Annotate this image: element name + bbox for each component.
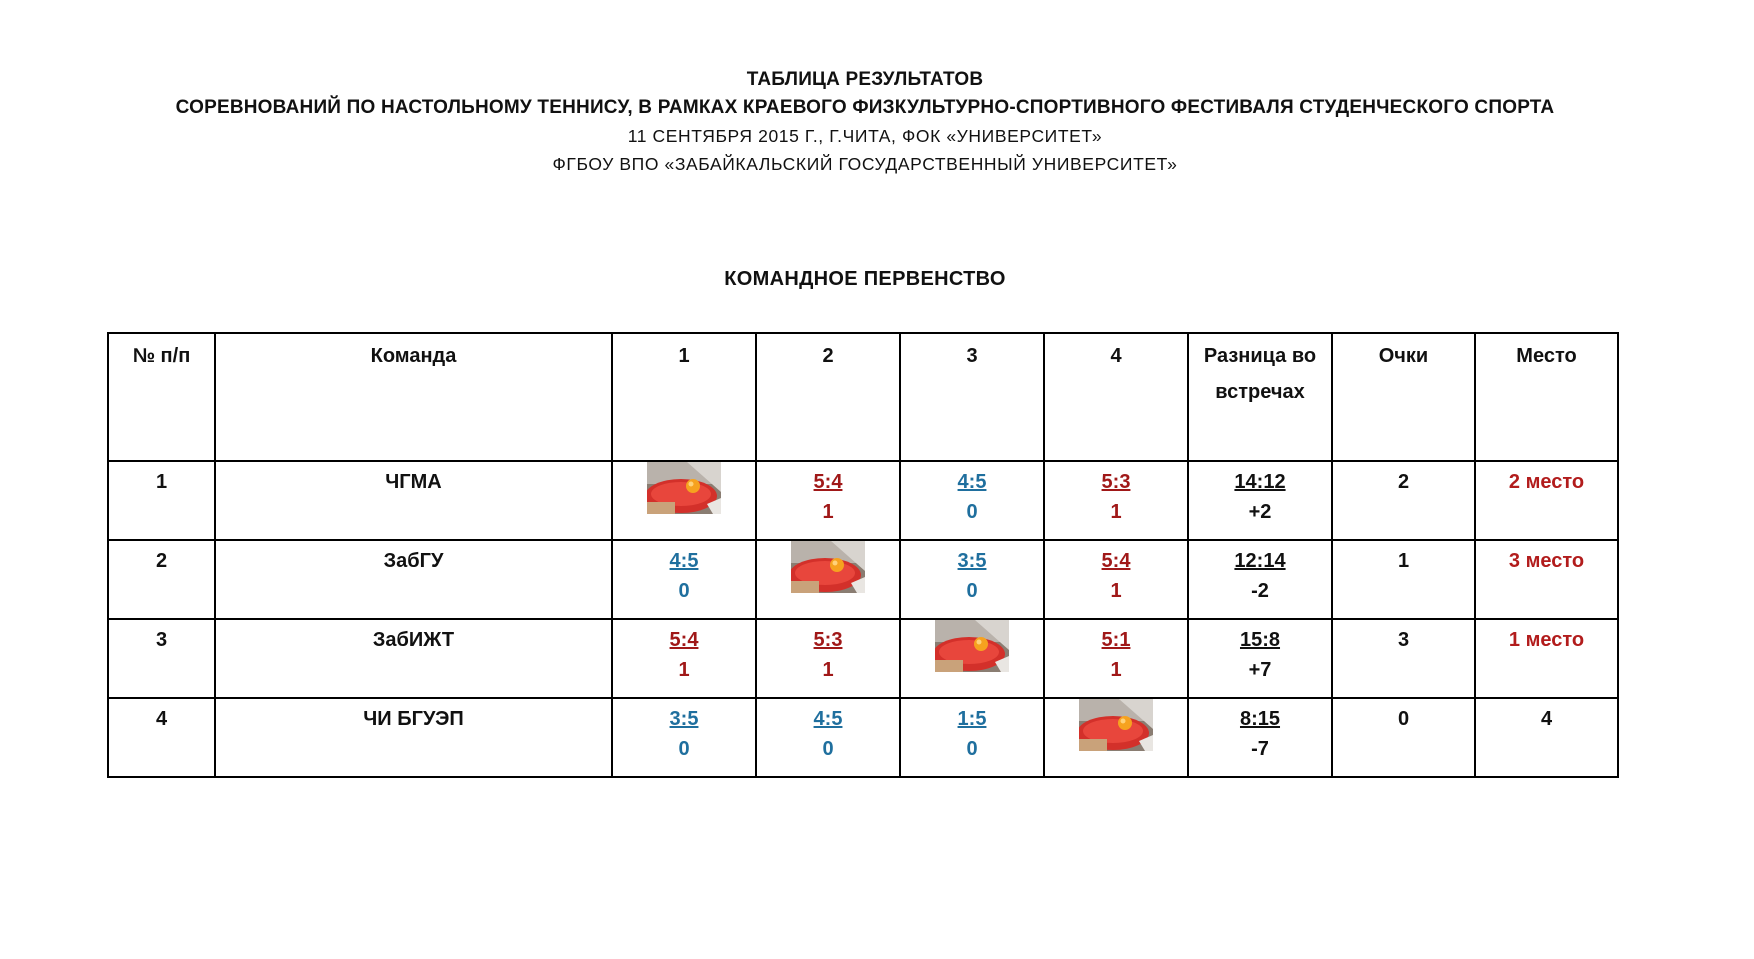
match-points: 0 xyxy=(678,580,690,602)
place-cell: 3 место xyxy=(1475,540,1618,619)
total-score: 14:12 xyxy=(1234,471,1286,493)
difference-cell xyxy=(1188,619,1332,698)
team-name: ЗабИЖТ xyxy=(215,619,612,698)
match-points: 0 xyxy=(966,501,978,523)
difference-value: +2 xyxy=(1248,501,1272,523)
match-result-cell xyxy=(1044,540,1188,619)
points-cell: 2 xyxy=(1332,461,1475,540)
total-score: 12:14 xyxy=(1234,550,1286,572)
self-match-cell xyxy=(900,619,1044,698)
match-score: 5:4 xyxy=(813,471,843,493)
match-points: 1 xyxy=(1110,501,1122,523)
difference-cell xyxy=(1188,461,1332,540)
header-subtitle: СОРЕВНОВАНИЙ ПО НАСТОЛЬНОМУ ТЕННИСУ, В РАМКАХ КРАЕВОГО ФИЗКУЛЬТУРНО-СПОРТИВНОГО ФЕСТИВАЛЯ СТУДЕНЧЕСКОГО СПОРТА xyxy=(175,97,1555,118)
col-header-opponent-1: 1 xyxy=(612,333,756,461)
place-cell: 2 место xyxy=(1475,461,1618,540)
place-cell: 1 место xyxy=(1475,619,1618,698)
table-header-row xyxy=(108,333,1618,461)
header-organization: ФГБОУ ВПО «ЗАБАЙКАЛЬСКИЙ ГОСУДАРСТВЕННЫЙ УНИВЕРСИТЕТ» xyxy=(552,154,1178,174)
match-result-cell xyxy=(756,461,900,540)
difference-value: -2 xyxy=(1251,580,1269,602)
table-row xyxy=(108,540,1618,619)
match-result-cell xyxy=(1044,619,1188,698)
total-score: 15:8 xyxy=(1239,629,1281,651)
table-tennis-racket-ball-image xyxy=(647,462,721,514)
self-match-cell xyxy=(612,461,756,540)
match-points: 1 xyxy=(822,501,834,523)
difference-value: -7 xyxy=(1251,738,1269,760)
match-points: 0 xyxy=(822,738,834,760)
match-score: 5:4 xyxy=(669,629,699,651)
col-header-opponent-4: 4 xyxy=(1044,333,1188,461)
match-points: 0 xyxy=(678,738,690,760)
match-result-cell xyxy=(900,540,1044,619)
match-score: 5:3 xyxy=(1101,471,1131,493)
match-score: 3:5 xyxy=(957,550,987,572)
match-result-cell xyxy=(756,698,900,777)
col-header-place: Место xyxy=(1475,333,1618,461)
difference-cell xyxy=(1188,698,1332,777)
match-result-cell xyxy=(900,461,1044,540)
difference-cell xyxy=(1188,540,1332,619)
match-points: 1 xyxy=(678,659,690,681)
team-name: ЗабГУ xyxy=(215,540,612,619)
table-tennis-racket-ball-image xyxy=(791,541,865,593)
col-header-opponent-2: 2 xyxy=(756,333,900,461)
row-number: 3 xyxy=(108,619,215,698)
document-header xyxy=(0,66,1730,178)
match-score: 5:3 xyxy=(813,629,843,651)
table-row xyxy=(108,619,1618,698)
row-number: 1 xyxy=(108,461,215,540)
match-score: 1:5 xyxy=(957,708,987,730)
total-score: 8:15 xyxy=(1239,708,1281,730)
match-result-cell xyxy=(1044,461,1188,540)
points-cell: 1 xyxy=(1332,540,1475,619)
match-points: 1 xyxy=(1110,580,1122,602)
header-title: ТАБЛИЦА РЕЗУЛЬТАТОВ xyxy=(746,69,984,90)
section-title: КОМАНДНОЕ ПЕРВЕНСТВО xyxy=(724,268,1006,290)
match-score: 4:5 xyxy=(669,550,699,572)
match-score: 5:1 xyxy=(1101,629,1131,651)
match-result-cell xyxy=(756,619,900,698)
row-number: 2 xyxy=(108,540,215,619)
team-name: ЧГМА xyxy=(215,461,612,540)
match-result-cell xyxy=(612,619,756,698)
team-name: ЧИ БГУЭП xyxy=(215,698,612,777)
match-result-cell xyxy=(612,698,756,777)
row-number: 4 xyxy=(108,698,215,777)
table-row xyxy=(108,461,1618,540)
points-cell: 3 xyxy=(1332,619,1475,698)
results-body xyxy=(108,461,1618,777)
col-header-team: Команда xyxy=(215,333,612,461)
place-cell: 4 xyxy=(1475,698,1618,777)
header-date-place: 11 СЕНТЯБРЯ 2015 Г., Г.ЧИТА, ФОК «УНИВЕРСИТЕТ» xyxy=(627,126,1103,146)
table-tennis-racket-ball-image xyxy=(1079,699,1153,751)
table-tennis-racket-ball-image xyxy=(935,620,1009,672)
match-score: 4:5 xyxy=(813,708,843,730)
difference-value: +7 xyxy=(1248,659,1272,681)
results-table xyxy=(107,332,1619,778)
self-match-cell xyxy=(1044,698,1188,777)
match-points: 1 xyxy=(1110,659,1122,681)
self-match-cell xyxy=(756,540,900,619)
match-result-cell xyxy=(900,698,1044,777)
match-score: 4:5 xyxy=(957,471,987,493)
match-points: 0 xyxy=(966,738,978,760)
points-cell: 0 xyxy=(1332,698,1475,777)
table-row xyxy=(108,698,1618,777)
match-points: 0 xyxy=(966,580,978,602)
col-header-number: № п/п xyxy=(108,333,215,461)
match-score: 5:4 xyxy=(1101,550,1131,572)
col-header-points: Очки xyxy=(1332,333,1475,461)
col-header-difference: Разница во встречах xyxy=(1188,333,1332,461)
col-header-opponent-3: 3 xyxy=(900,333,1044,461)
match-score: 3:5 xyxy=(669,708,699,730)
match-points: 1 xyxy=(822,659,834,681)
match-result-cell xyxy=(612,540,756,619)
